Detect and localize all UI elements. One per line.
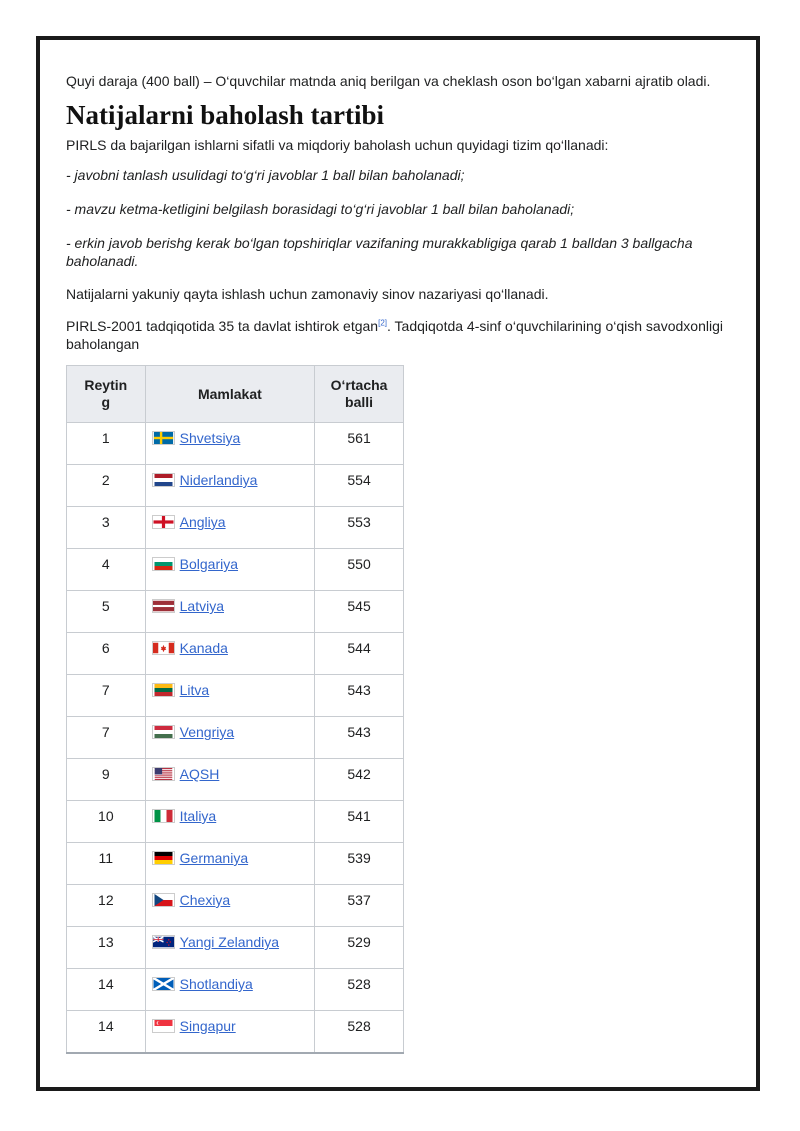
country-entry: [146, 423, 314, 447]
rank-value: 14: [98, 976, 114, 992]
scotland-flag-icon: [152, 977, 175, 991]
table-row: [67, 549, 404, 591]
score-cell: [315, 969, 404, 1011]
rank-cell: [67, 465, 146, 507]
score-cell: [315, 927, 404, 969]
table-body: [67, 423, 404, 1054]
country-entry: [146, 591, 314, 615]
score-cell: [315, 717, 404, 759]
score-value: 528: [347, 976, 371, 992]
country-cell: [145, 549, 314, 591]
score-cell: [315, 423, 404, 465]
intro-paragraph: Quyi daraja (400 ball) – O‘quvchilar matnda aniq berilgan va cheklash oson bo‘lgan xabarni ajratib oladi.: [66, 73, 711, 89]
table-row: [67, 717, 404, 759]
score-value: 542: [347, 766, 371, 782]
country-cell: [145, 507, 314, 549]
country-cell: [145, 591, 314, 633]
score-value: 528: [347, 1018, 371, 1034]
country-link[interactable]: Niderlandiya: [179, 472, 258, 488]
table-row: [67, 759, 404, 801]
country-cell: [145, 717, 314, 759]
country-entry: [146, 801, 314, 825]
country-cell: [145, 927, 314, 969]
score-cell: [315, 759, 404, 801]
rank-value: 7: [101, 682, 110, 698]
score-value: 537: [347, 892, 371, 908]
rule-item: - javobni tanlash usulidagi to‘g‘ri javoblar 1 ball bilan baholanadi;: [66, 167, 465, 183]
rank-cell: [67, 885, 146, 927]
rank-value: 1: [101, 430, 110, 446]
rank-cell: [67, 927, 146, 969]
rank-value: 13: [98, 934, 114, 950]
table-row: [67, 675, 404, 717]
country-entry: [146, 717, 314, 741]
country-cell: [145, 969, 314, 1011]
document-content: [66, 72, 746, 1054]
score-value: 529: [347, 934, 371, 950]
rank-cell: [67, 969, 146, 1011]
country-cell: [145, 465, 314, 507]
usa-flag-icon: [152, 767, 175, 781]
rank-cell: [67, 675, 146, 717]
table-row: [67, 423, 404, 465]
sweden-flag-icon: [152, 431, 175, 445]
czechia-flag-icon: [152, 893, 175, 907]
score-value: 543: [347, 724, 371, 740]
rank-cell: [67, 717, 146, 759]
latvia-flag-icon: [152, 599, 175, 613]
rank-cell: [67, 633, 146, 675]
country-entry: [146, 465, 314, 489]
score-cell: [315, 801, 404, 843]
score-value: 541: [347, 808, 371, 824]
table-row: [67, 843, 404, 885]
pirls-text: PIRLS-2001 tadqiqotida 35 ta davlat ishtirok etgan: [66, 318, 379, 334]
score-cell: [315, 549, 404, 591]
country-link[interactable]: Singapur: [179, 1018, 236, 1034]
country-cell: [145, 801, 314, 843]
england-flag-icon: [152, 515, 175, 529]
rank-cell: [67, 1011, 146, 1054]
italy-flag-icon: [152, 809, 175, 823]
score-cell: [315, 1011, 404, 1054]
score-cell: [315, 465, 404, 507]
country-link[interactable]: Latviya: [179, 598, 224, 614]
rank-value: 7: [101, 724, 110, 740]
rank-value: 6: [101, 640, 110, 656]
country-link[interactable]: Yangi Zelandiya: [179, 934, 280, 950]
rank-value: 2: [101, 472, 110, 488]
table-row: [67, 507, 404, 549]
country-entry: [146, 885, 314, 909]
header-rank: [67, 366, 146, 423]
rank-value: 11: [98, 850, 114, 866]
score-cell: [315, 507, 404, 549]
germany-flag-icon: [152, 851, 175, 865]
lithuania-flag-icon: [152, 683, 175, 697]
score-value: 561: [347, 430, 371, 446]
singapore-flag-icon: [152, 1019, 175, 1033]
rank-cell: [67, 759, 146, 801]
bulgaria-flag-icon: [152, 557, 175, 571]
country-cell: [145, 633, 314, 675]
score-value: 554: [347, 472, 371, 488]
country-cell: [145, 759, 314, 801]
rank-cell: [67, 549, 146, 591]
rank-value: 5: [101, 598, 110, 614]
country-link[interactable]: AQSH: [179, 766, 220, 782]
score-value: 550: [347, 556, 371, 572]
rank-value: 3: [101, 514, 110, 530]
country-link[interactable]: Angliya: [179, 514, 226, 530]
rank-value: 14: [98, 1018, 114, 1034]
table-row: [67, 801, 404, 843]
pirls-text-continued: . Tadqiqotda 4-sinf o‘quvchilarining o‘qish savodxonligi baholangan: [66, 318, 723, 352]
table-row: [67, 591, 404, 633]
score-cell: [315, 591, 404, 633]
rank-value: 12: [98, 892, 114, 908]
country-link[interactable]: Vengriya: [179, 724, 235, 740]
reference-link[interactable]: [2]: [378, 318, 388, 328]
table-row: [67, 465, 404, 507]
country-entry: [146, 759, 314, 783]
lead-paragraph: PIRLS da bajarilgan ishlarni sifatli va miqdoriy baholash uchun quyidagi tizim qo‘llanadi:: [66, 137, 609, 153]
header-score: [315, 366, 404, 423]
country-link[interactable]: Italiya: [179, 808, 217, 824]
rank-cell: [67, 843, 146, 885]
score-cell: [315, 843, 404, 885]
country-entry: [146, 969, 314, 993]
new-zealand-flag-icon: [152, 935, 175, 949]
country-entry: [146, 507, 314, 531]
theory-paragraph: Natijalarni yakuniy qayta ishlash uchun zamonaviy sinov nazariyasi qo‘llanadi.: [66, 286, 549, 302]
country-cell: [145, 675, 314, 717]
score-cell: [315, 885, 404, 927]
score-cell: [315, 633, 404, 675]
country-cell: [145, 423, 314, 465]
country-entry: [146, 675, 314, 699]
ranking-table: [66, 365, 404, 1054]
score-value: 543: [347, 682, 371, 698]
canada-flag-icon: [152, 641, 175, 655]
country-entry: [146, 927, 314, 951]
score-value: 544: [347, 640, 371, 656]
table-row: [67, 969, 404, 1011]
score-value: 553: [347, 514, 371, 530]
header-country: Mamlakat: [145, 366, 314, 423]
country-entry: [146, 843, 314, 867]
country-link[interactable]: Shotlandiya: [179, 976, 253, 992]
country-cell: [145, 843, 314, 885]
pirls-paragraph: [66, 317, 746, 353]
score-value: 539: [347, 850, 371, 866]
country-entry: [146, 549, 314, 573]
rule-item: - mavzu ketma-ketligini belgilash borasidagi to‘g‘ri javoblar 1 ball bilan baholanadi;: [66, 201, 575, 217]
country-entry: [146, 1011, 314, 1035]
section-heading: Natijalarni baholash tartibi: [66, 100, 385, 130]
country-cell: [145, 885, 314, 927]
country-link[interactable]: Germaniya: [179, 850, 249, 866]
rank-cell: [67, 801, 146, 843]
header-rank-label: Reyting: [84, 377, 128, 410]
rank-value: 4: [101, 556, 110, 572]
table-row: [67, 927, 404, 969]
hungary-flag-icon: [152, 725, 175, 739]
country-link[interactable]: Chexiya: [179, 892, 231, 908]
netherlands-flag-icon: [152, 473, 175, 487]
rank-value: 10: [98, 808, 114, 824]
table-row: [67, 1011, 404, 1054]
rank-cell: [67, 591, 146, 633]
score-cell: [315, 675, 404, 717]
rank-value: 9: [101, 766, 110, 782]
country-link[interactable]: Bolgariya: [179, 556, 239, 572]
header-score-label: O‘rtacha balli: [330, 377, 388, 410]
table-row: [67, 633, 404, 675]
country-link[interactable]: Kanada: [179, 640, 228, 656]
rank-cell: [67, 507, 146, 549]
rule-item: - erkin javob berishg kerak bo‘lgan topshiriqlar vazifaning murakkabligiga qarab 1 balldan 3 ballgacha baholanadi.: [66, 235, 693, 269]
rank-cell: [67, 423, 146, 465]
country-link[interactable]: Shvetsiya: [179, 430, 241, 446]
table-header-row: [67, 366, 404, 423]
country-entry: [146, 633, 314, 657]
score-value: 545: [347, 598, 371, 614]
country-link[interactable]: Litva: [179, 682, 210, 698]
table-row: [67, 885, 404, 927]
country-cell: [145, 1011, 314, 1054]
